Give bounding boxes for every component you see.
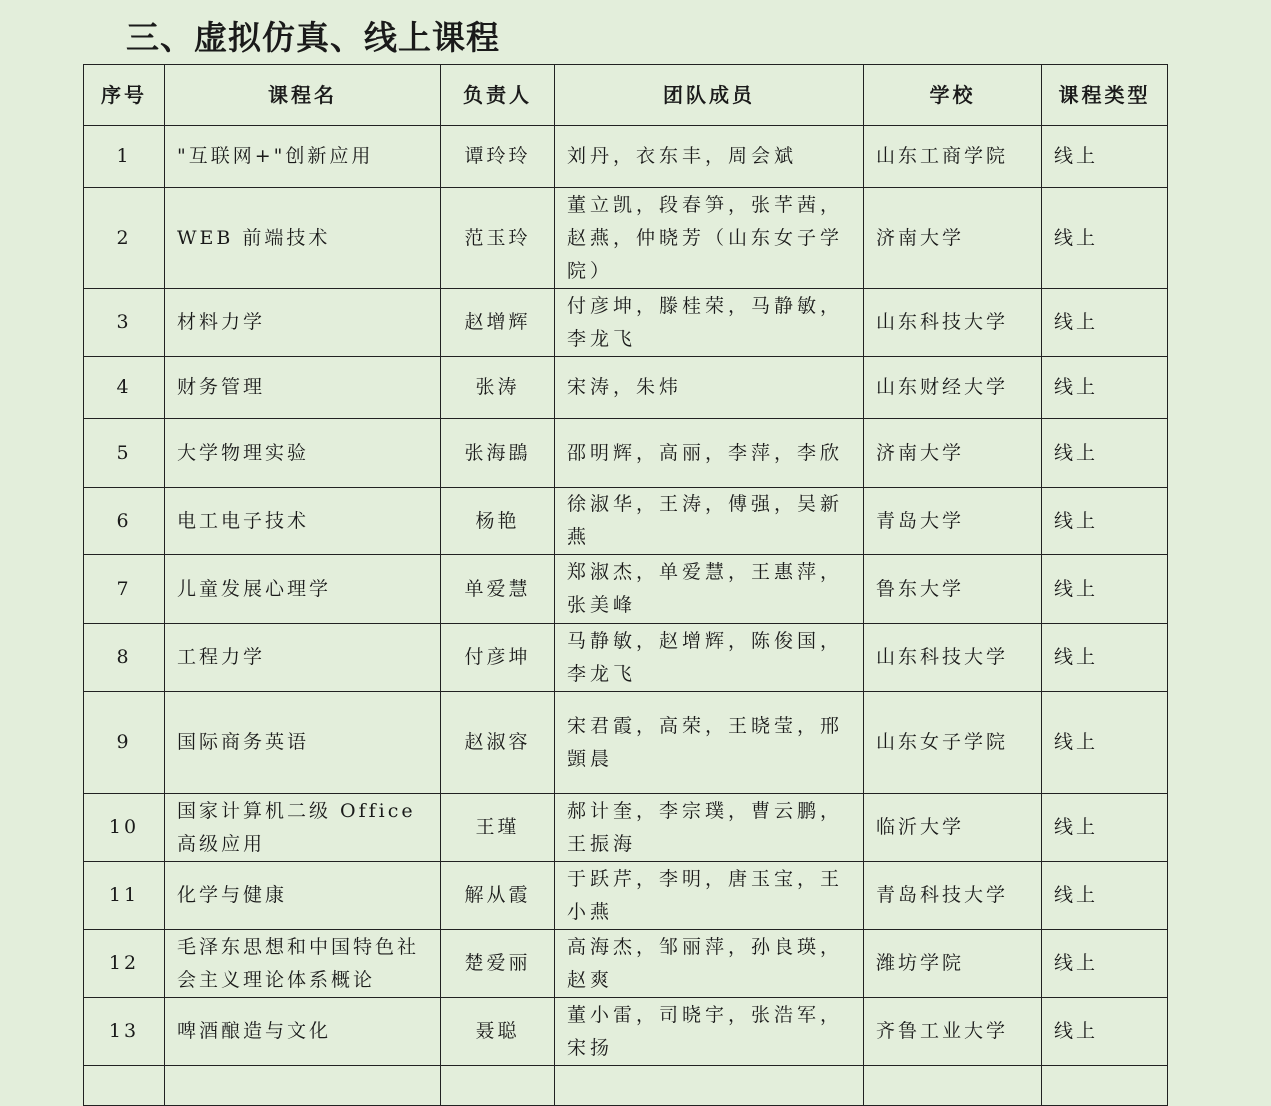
cell-school: 齐鲁工业大学 bbox=[864, 998, 1042, 1066]
cell-school: 青岛科技大学 bbox=[864, 862, 1042, 930]
cell-course: 毛泽东思想和中国特色社会主义理论体系概论 bbox=[165, 930, 441, 998]
cell-leader: 解从霞 bbox=[441, 862, 555, 930]
table-row bbox=[84, 930, 1168, 998]
cell-team: 刘丹，衣东丰，周会斌 bbox=[555, 126, 864, 188]
cell-team: 董立凯，段春笋，张芊茜，赵燕，仲晓芳（山东女子学院） bbox=[555, 188, 864, 289]
cell-school: 山东科技大学 bbox=[864, 624, 1042, 692]
cell-course: WEB 前端技术 bbox=[165, 188, 441, 289]
cell-school: 济南大学 bbox=[864, 188, 1042, 289]
cell-leader: 付彦坤 bbox=[441, 624, 555, 692]
cell-num: 3 bbox=[84, 289, 165, 357]
header-type: 课程类型 bbox=[1042, 65, 1168, 126]
cell-type: 线上 bbox=[1042, 289, 1168, 357]
cell-num: 12 bbox=[84, 930, 165, 998]
cell-team bbox=[555, 1066, 864, 1106]
cell-type: 线上 bbox=[1042, 998, 1168, 1066]
table-row bbox=[84, 555, 1168, 624]
cell-team: 马静敏，赵增辉，陈俊国，李龙飞 bbox=[555, 624, 864, 692]
cell-num: 11 bbox=[84, 862, 165, 930]
cell-school: 临沂大学 bbox=[864, 794, 1042, 862]
cell-course: "互联网+"创新应用 bbox=[165, 126, 441, 188]
table-header-row bbox=[84, 65, 1168, 126]
cell-num: 1 bbox=[84, 126, 165, 188]
cell-type: 线上 bbox=[1042, 624, 1168, 692]
table-row bbox=[84, 692, 1168, 794]
cell-type: 线上 bbox=[1042, 555, 1168, 624]
cell-num: 9 bbox=[84, 692, 165, 794]
cell-school: 山东财经大学 bbox=[864, 357, 1042, 419]
cell-school: 鲁东大学 bbox=[864, 555, 1042, 624]
cell-course: 财务管理 bbox=[165, 357, 441, 419]
cell-course: 儿童发展心理学 bbox=[165, 555, 441, 624]
cell-course: 大学物理实验 bbox=[165, 419, 441, 488]
cell-num: 4 bbox=[84, 357, 165, 419]
cell-team: 高海杰，邹丽萍，孙良瑛，赵爽 bbox=[555, 930, 864, 998]
cell-team: 郝计奎，李宗璞，曹云鹏，王振海 bbox=[555, 794, 864, 862]
cell-type: 线上 bbox=[1042, 692, 1168, 794]
table-row bbox=[84, 862, 1168, 930]
cell-course: 啤酒酿造与文化 bbox=[165, 998, 441, 1066]
cell-course: 工程力学 bbox=[165, 624, 441, 692]
header-school: 学校 bbox=[864, 65, 1042, 126]
cell-school: 山东工商学院 bbox=[864, 126, 1042, 188]
header-num: 序号 bbox=[84, 65, 165, 126]
cell-school: 青岛大学 bbox=[864, 488, 1042, 555]
table-row bbox=[84, 488, 1168, 555]
cell-course: 材料力学 bbox=[165, 289, 441, 357]
cell-team: 于跃芹，李明，唐玉宝，王小燕 bbox=[555, 862, 864, 930]
cell-school: 山东科技大学 bbox=[864, 289, 1042, 357]
page-title: 三、虚拟仿真、线上课程 bbox=[126, 18, 500, 57]
cell-team: 徐淑华，王涛，傅强，吴新燕 bbox=[555, 488, 864, 555]
cell-leader: 聂聪 bbox=[441, 998, 555, 1066]
cell-school: 潍坊学院 bbox=[864, 930, 1042, 998]
cell-leader: 赵淑容 bbox=[441, 692, 555, 794]
cell-leader bbox=[441, 1066, 555, 1106]
table-row bbox=[84, 126, 1168, 188]
cell-type: 线上 bbox=[1042, 794, 1168, 862]
table-row bbox=[84, 998, 1168, 1066]
cell-num: 13 bbox=[84, 998, 165, 1066]
header-team: 团队成员 bbox=[555, 65, 864, 126]
cell-leader: 谭玲玲 bbox=[441, 126, 555, 188]
cell-num: 6 bbox=[84, 488, 165, 555]
cell-num bbox=[84, 1066, 165, 1106]
cell-team: 宋君霞，高荣，王晓莹，邢顗晨 bbox=[555, 692, 864, 794]
cell-leader: 王瑾 bbox=[441, 794, 555, 862]
cell-team: 董小雷，司晓宇，张浩军，宋扬 bbox=[555, 998, 864, 1066]
cell-num: 2 bbox=[84, 188, 165, 289]
cell-team: 郑淑杰，单爱慧，王惠萍，张美峰 bbox=[555, 555, 864, 624]
cell-num: 5 bbox=[84, 419, 165, 488]
cell-num: 8 bbox=[84, 624, 165, 692]
table-row bbox=[84, 357, 1168, 419]
cell-leader: 楚爱丽 bbox=[441, 930, 555, 998]
cell-leader: 赵增辉 bbox=[441, 289, 555, 357]
cell-type: 线上 bbox=[1042, 930, 1168, 998]
cell-leader: 张涛 bbox=[441, 357, 555, 419]
cell-leader: 张海鵾 bbox=[441, 419, 555, 488]
cell-course: 化学与健康 bbox=[165, 862, 441, 930]
cell-course: 国家计算机二级 Office 高级应用 bbox=[165, 794, 441, 862]
table-row bbox=[84, 794, 1168, 862]
cell-course bbox=[165, 1066, 441, 1106]
cell-type: 线上 bbox=[1042, 126, 1168, 188]
table-row bbox=[84, 624, 1168, 692]
table-row bbox=[84, 188, 1168, 289]
cell-course: 电工电子技术 bbox=[165, 488, 441, 555]
cell-team: 付彦坤，滕桂荣，马静敏，李龙飞 bbox=[555, 289, 864, 357]
course-table bbox=[83, 64, 1168, 1106]
cell-course: 国际商务英语 bbox=[165, 692, 441, 794]
cell-leader: 范玉玲 bbox=[441, 188, 555, 289]
cell-type: 线上 bbox=[1042, 357, 1168, 419]
cell-type: 线上 bbox=[1042, 188, 1168, 289]
cell-type: 线上 bbox=[1042, 419, 1168, 488]
header-course: 课程名 bbox=[165, 65, 441, 126]
table-row bbox=[84, 289, 1168, 357]
cell-num: 7 bbox=[84, 555, 165, 624]
cell-team: 宋涛，朱炜 bbox=[555, 357, 864, 419]
table-row bbox=[84, 419, 1168, 488]
cell-school: 济南大学 bbox=[864, 419, 1042, 488]
cell-school: 山东女子学院 bbox=[864, 692, 1042, 794]
cell-leader: 杨艳 bbox=[441, 488, 555, 555]
cell-type: 线上 bbox=[1042, 862, 1168, 930]
cell-type bbox=[1042, 1066, 1168, 1106]
cell-num: 10 bbox=[84, 794, 165, 862]
cell-leader: 单爱慧 bbox=[441, 555, 555, 624]
table-row bbox=[84, 1066, 1168, 1106]
cell-team: 邵明辉，高丽，李萍，李欣 bbox=[555, 419, 864, 488]
cell-type: 线上 bbox=[1042, 488, 1168, 555]
header-leader: 负责人 bbox=[441, 65, 555, 126]
cell-school bbox=[864, 1066, 1042, 1106]
